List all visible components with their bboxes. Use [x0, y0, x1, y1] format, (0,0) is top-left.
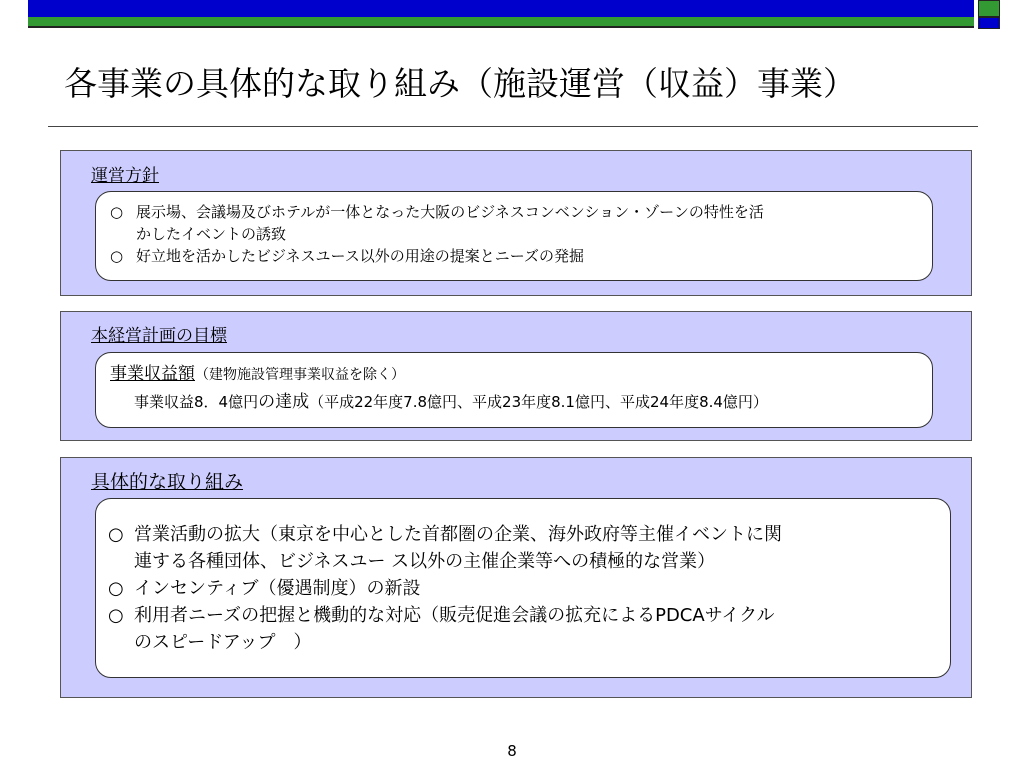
target-value-row	[110, 389, 932, 416]
target-panel	[60, 311, 972, 441]
target-heading-row	[110, 361, 932, 389]
initiatives-panel	[60, 457, 972, 698]
list-item-continuation: 連する各種団体、ビジネスユー ス以外の主催企業等への積極的な営業）	[134, 551, 716, 572]
list-item-continuation: かしたイベントの誘致	[136, 225, 287, 243]
target-heading: 事業収益額	[110, 364, 195, 384]
policy-label: 運営方針	[91, 166, 159, 186]
list-item	[108, 602, 950, 629]
target-label: 本経営計画の目標	[91, 326, 227, 346]
bullet-mark: ○	[110, 247, 124, 265]
page-number: 8	[507, 742, 517, 760]
target-value: 事業収益8．4億円	[134, 393, 259, 411]
header-bar-green	[28, 17, 974, 28]
target-heading-note: （建物施設管理事業収益を除く）	[195, 367, 405, 383]
target-achieve: の達成	[258, 392, 310, 412]
header-corner-green	[978, 0, 1000, 17]
target-detail: （平成22年度7.8億円、平成23年度8.1億円、平成24年度8.4億円）	[309, 393, 768, 411]
list-item-text: インセンティブ（優遇制度）の新設	[134, 578, 421, 599]
target-box	[95, 352, 933, 428]
bullet-mark: ○	[108, 578, 124, 599]
list-item	[108, 575, 950, 602]
bullet-mark: ○	[108, 605, 124, 626]
list-item	[110, 245, 932, 267]
list-item	[108, 521, 950, 548]
initiatives-label: 具体的な取り組み	[91, 471, 244, 493]
list-item-continuation: のスピードアップ ）	[134, 632, 312, 653]
header-bar-blue	[28, 0, 974, 17]
list-item-text: 利用者ニーズの把握と機動的な対応（販売促進会議の拡充によるPDCAサイクル	[134, 605, 775, 626]
policy-panel	[60, 150, 972, 296]
list-item-text: 展示場、会議場及びホテルが一体となった大阪のビジネスコンベンション・ゾーンの特性を活	[136, 203, 764, 221]
initiatives-box	[95, 498, 951, 678]
list-item-text: 営業活動の拡大（東京を中心とした首都圏の企業、海外政府等主催イベントに関	[134, 524, 782, 545]
slide-title: 各事業の具体的な取り組み（施設運営（収益）事業）	[64, 64, 856, 103]
list-item-text: 好立地を活かしたビジネスユース以外の用途の提案とニーズの発掘	[136, 247, 585, 265]
title-divider	[48, 126, 978, 127]
bullet-mark: ○	[108, 524, 124, 545]
list-item	[110, 201, 932, 223]
bullet-mark: ○	[110, 203, 124, 221]
policy-box	[95, 191, 933, 281]
header-corner-blue	[978, 17, 1000, 29]
